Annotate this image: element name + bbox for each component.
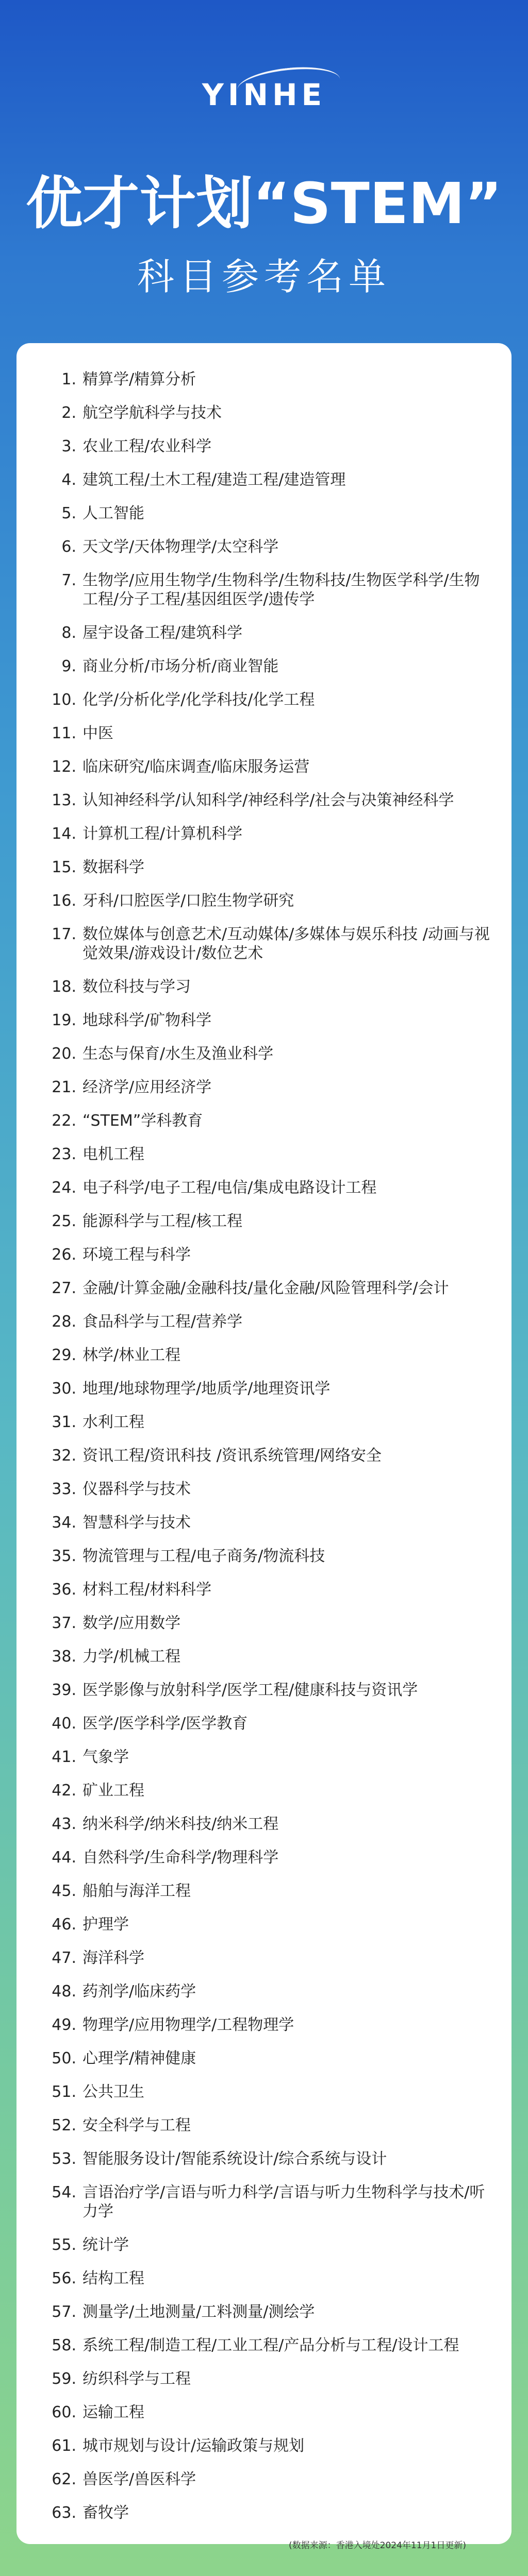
list-item <box>16 370 512 389</box>
item-text: 屋宇设备工程/建筑科学 <box>82 624 243 642</box>
list-item <box>16 1346 512 1365</box>
item-number: 55. <box>52 2236 76 2254</box>
subject-list <box>16 370 512 2537</box>
list-item <box>16 1681 512 1700</box>
list-item <box>16 1178 512 1197</box>
item-number: 27. <box>52 1279 76 1297</box>
list-item <box>16 470 512 489</box>
item-text: 药剂学/临床药学 <box>82 1982 196 2001</box>
item-text: 精算学/精算分析 <box>82 370 196 388</box>
item-number: 38. <box>52 1648 76 1666</box>
list-item <box>16 1781 512 1800</box>
item-number: 29. <box>52 1346 76 1364</box>
item-text: 运输工程 <box>82 2403 144 2421</box>
page-title: 优才计划“STEM” <box>26 171 502 236</box>
list-item <box>16 537 512 556</box>
list-item <box>16 1815 512 1834</box>
list-item <box>16 1580 512 1599</box>
item-text: 水利工程 <box>82 1413 144 1431</box>
item-number: 30. <box>52 1380 76 1398</box>
item-number: 49. <box>52 2016 76 2034</box>
list-item <box>16 1212 512 1231</box>
item-text: 船舶与海洋工程 <box>82 1882 191 1900</box>
item-number: 22. <box>52 1112 76 1130</box>
list-item <box>16 437 512 456</box>
item-text: 航空学航科学与技术 <box>82 404 222 422</box>
item-number: 36. <box>52 1581 76 1599</box>
item-text: 智能服务设计/智能系统设计/综合系统与设计 <box>82 2150 387 2168</box>
list-item <box>16 1480 512 1499</box>
item-number: 45. <box>52 1882 76 1900</box>
item-number: 52. <box>52 2116 76 2134</box>
item-number: 11. <box>52 724 76 742</box>
item-number: 57. <box>52 2303 76 2321</box>
list-item <box>16 1111 512 1130</box>
item-number: 13. <box>52 791 76 809</box>
item-text: 自然科学/生命科学/物理科学 <box>82 1849 279 1867</box>
item-number: 56. <box>52 2269 76 2287</box>
item-text: 海洋科学 <box>82 1949 144 1967</box>
subject-list-card <box>16 343 512 2544</box>
list-item <box>16 791 512 810</box>
list-item <box>16 2336 512 2355</box>
item-number: 12. <box>52 758 76 776</box>
item-text: 气象学 <box>82 1748 129 1766</box>
item-number: 26. <box>52 1246 76 1264</box>
list-item <box>16 1245 512 1264</box>
list-item <box>16 690 512 709</box>
list-item <box>16 2369 512 2388</box>
item-text: 林学/林业工程 <box>82 1346 181 1364</box>
item-text: 言语治疗学/言语与听力科学/言语与听力生物科学与技术/听力学 <box>82 2183 485 2221</box>
item-number: 19. <box>52 1011 76 1029</box>
item-text: 电子科学/电子工程/电信/集成电路设计工程 <box>82 1179 377 1197</box>
list-item <box>16 2269 512 2288</box>
item-text: 兽医学/兽医科学 <box>82 2470 196 2488</box>
item-number: 6. <box>61 538 76 556</box>
list-item <box>16 724 512 743</box>
item-text: 商业分析/市场分析/商业智能 <box>82 657 279 675</box>
item-text: 天文学/天体物理学/太空科学 <box>82 538 279 556</box>
page-subtitle: 科目参考名单 <box>137 255 391 298</box>
item-number: 17. <box>52 925 76 943</box>
item-text: 能源科学与工程/核工程 <box>82 1212 243 1230</box>
item-text: 地球科学/矿物科学 <box>82 1011 212 1029</box>
item-number: 46. <box>52 1916 76 1934</box>
item-text: 物理学/应用物理学/工程物理学 <box>82 2016 294 2034</box>
list-item <box>16 2403 512 2422</box>
item-number: 40. <box>52 1715 76 1733</box>
list-item <box>16 2149 512 2168</box>
list-item <box>16 1413 512 1432</box>
item-number: 42. <box>52 1782 76 1800</box>
item-number: 48. <box>52 1982 76 2001</box>
list-item <box>16 2302 512 2321</box>
list-item <box>16 858 512 877</box>
item-number: 31. <box>52 1413 76 1431</box>
item-number: 21. <box>52 1078 76 1096</box>
item-text: 畜牧学 <box>82 2504 129 2522</box>
item-number: 63. <box>52 2504 76 2522</box>
item-text: 生态与保育/水生及渔业科学 <box>82 1045 274 1063</box>
item-number: 20. <box>52 1045 76 1063</box>
item-text: 经济学/应用经济学 <box>82 1078 212 1096</box>
list-item <box>16 1547 512 1566</box>
item-number: 53. <box>52 2150 76 2168</box>
list-item <box>16 891 512 910</box>
list-item <box>16 1312 512 1331</box>
item-number: 54. <box>52 2183 76 2201</box>
item-text: 系统工程/制造工程/工业工程/产品分析与工程/设计工程 <box>82 2336 459 2354</box>
list-item <box>16 657 512 676</box>
item-text: 人工智能 <box>82 504 144 522</box>
item-text: 测量学/土地测量/工料测量/测绘学 <box>82 2303 315 2321</box>
item-text: 护理学 <box>82 1916 129 1934</box>
item-text: 农业工程/农业科学 <box>82 437 212 455</box>
item-number: 16. <box>52 892 76 910</box>
list-item <box>16 623 512 642</box>
item-text: 数位媒体与创意艺术/互动媒体/多媒体与娱乐科技 /动画与视觉效果/游戏设计/数位艺术 <box>82 925 490 962</box>
item-text: 心理学/精神健康 <box>82 2049 196 2067</box>
item-number: 47. <box>52 1949 76 1967</box>
item-number: 7. <box>61 571 76 589</box>
item-number: 10. <box>52 691 76 709</box>
list-item <box>16 1647 512 1666</box>
list-item <box>16 403 512 422</box>
item-number: 62. <box>52 2470 76 2488</box>
list-item <box>16 1145 512 1164</box>
list-item <box>16 1748 512 1767</box>
item-number: 41. <box>52 1748 76 1766</box>
item-text: 资讯工程/资讯科技 /资讯系统管理/网络安全 <box>82 1447 382 1465</box>
item-number: 51. <box>52 2083 76 2101</box>
item-number: 61. <box>52 2437 76 2455</box>
item-text: 力学/机械工程 <box>82 1648 181 1666</box>
list-item <box>16 1915 512 1934</box>
item-text: 统计学 <box>82 2236 129 2254</box>
brand-logo: YINHE <box>202 77 326 112</box>
item-text: 医学影像与放射科学/医学工程/健康科技与资讯学 <box>82 1681 418 1699</box>
item-number: 59. <box>52 2370 76 2388</box>
list-item <box>16 1379 512 1398</box>
list-item <box>16 504 512 523</box>
item-text: 矿业工程 <box>82 1782 144 1800</box>
item-text: 物流管理与工程/电子商务/物流科技 <box>82 1547 325 1565</box>
item-text: 城市规划与设计/运输政策与规划 <box>82 2437 305 2455</box>
item-number: 37. <box>52 1614 76 1632</box>
item-number: 58. <box>52 2336 76 2354</box>
list-item <box>16 2116 512 2135</box>
list-item <box>16 1848 512 1867</box>
item-number: 14. <box>52 825 76 843</box>
item-number: 18. <box>52 978 76 996</box>
item-number: 60. <box>52 2403 76 2421</box>
item-number: 23. <box>52 1145 76 1163</box>
item-number: 2. <box>61 404 76 422</box>
item-text: “STEM”学科教育 <box>82 1112 203 1130</box>
item-text: 中医 <box>82 724 113 742</box>
list-item <box>16 1446 512 1465</box>
item-text: 纳米科学/纳米科技/纳米工程 <box>82 1815 279 1833</box>
item-number: 35. <box>52 1547 76 1565</box>
item-number: 39. <box>52 1681 76 1699</box>
item-text: 数位科技与学习 <box>82 978 191 996</box>
list-item <box>16 1044 512 1063</box>
list-item <box>16 1279 512 1298</box>
item-text: 智慧科学与技术 <box>82 1514 191 1532</box>
item-text: 计算机工程/计算机科学 <box>82 825 243 843</box>
item-text: 医学/医学科学/医学教育 <box>82 1715 248 1733</box>
item-number: 28. <box>52 1313 76 1331</box>
item-text: 纺织科学与工程 <box>82 2370 191 2388</box>
item-number: 9. <box>61 657 76 675</box>
list-item <box>16 757 512 776</box>
item-text: 数学/应用数学 <box>82 1614 181 1632</box>
list-item <box>16 571 512 609</box>
item-text: 数据科学 <box>82 858 144 876</box>
item-text: 认知神经科学/认知科学/神经科学/社会与决策神经科学 <box>82 791 454 809</box>
item-number: 3. <box>61 437 76 455</box>
list-item <box>16 1714 512 1733</box>
item-text: 生物学/应用生物学/生物科学/生物科技/生物医学科学/生物工程/分子工程/基因组医学/遗传学 <box>82 571 480 608</box>
item-number: 33. <box>52 1480 76 1498</box>
list-item <box>16 1078 512 1097</box>
item-number: 1. <box>61 370 76 388</box>
item-text: 结构工程 <box>82 2269 144 2287</box>
item-text: 建筑工程/土木工程/建造工程/建造管理 <box>82 471 346 489</box>
item-text: 电机工程 <box>82 1145 144 1163</box>
list-item <box>16 2503 512 2522</box>
item-text: 仪器科学与技术 <box>82 1480 191 1498</box>
list-item <box>16 1948 512 1968</box>
list-item <box>16 2082 512 2102</box>
list-item <box>16 1614 512 1633</box>
list-item <box>16 2015 512 2035</box>
list-item <box>16 2049 512 2068</box>
item-text: 环境工程与科学 <box>82 1246 191 1264</box>
item-text: 化学/分析化学/化学科技/化学工程 <box>82 691 315 709</box>
item-text: 地理/地球物理学/地质学/地理资讯学 <box>82 1380 331 1398</box>
list-item <box>16 1982 512 2001</box>
item-number: 15. <box>52 858 76 876</box>
item-text: 公共卫生 <box>82 2083 144 2101</box>
list-item <box>16 2183 512 2221</box>
list-item <box>16 824 512 843</box>
item-text: 材料工程/材料科学 <box>82 1581 212 1599</box>
item-number: 4. <box>61 471 76 489</box>
list-item <box>16 1513 512 1532</box>
item-number: 5. <box>61 504 76 522</box>
item-number: 24. <box>52 1179 76 1197</box>
item-text: 临床研究/临床调查/临床服务运营 <box>82 758 310 776</box>
item-number: 32. <box>52 1447 76 1465</box>
list-item <box>16 2470 512 2489</box>
item-text: 食品科学与工程/营养学 <box>82 1313 243 1331</box>
item-number: 44. <box>52 1849 76 1867</box>
item-text: 安全科学与工程 <box>82 2116 191 2134</box>
list-item <box>16 2235 512 2255</box>
list-item <box>16 2436 512 2455</box>
item-number: 25. <box>52 1212 76 1230</box>
item-number: 43. <box>52 1815 76 1833</box>
list-item <box>16 977 512 996</box>
item-number: 34. <box>52 1514 76 1532</box>
list-item <box>16 1011 512 1030</box>
list-item <box>16 1882 512 1901</box>
item-number: 50. <box>52 2049 76 2067</box>
list-item <box>16 925 512 963</box>
item-number: 8. <box>61 624 76 642</box>
source-note: (数据来源：香港入境处2024年11月1日更新) <box>289 2540 466 2551</box>
item-text: 牙科/口腔医学/口腔生物学研究 <box>82 892 294 910</box>
item-text: 金融/计算金融/金融科技/量化金融/风险管理科学/会计 <box>82 1279 449 1297</box>
